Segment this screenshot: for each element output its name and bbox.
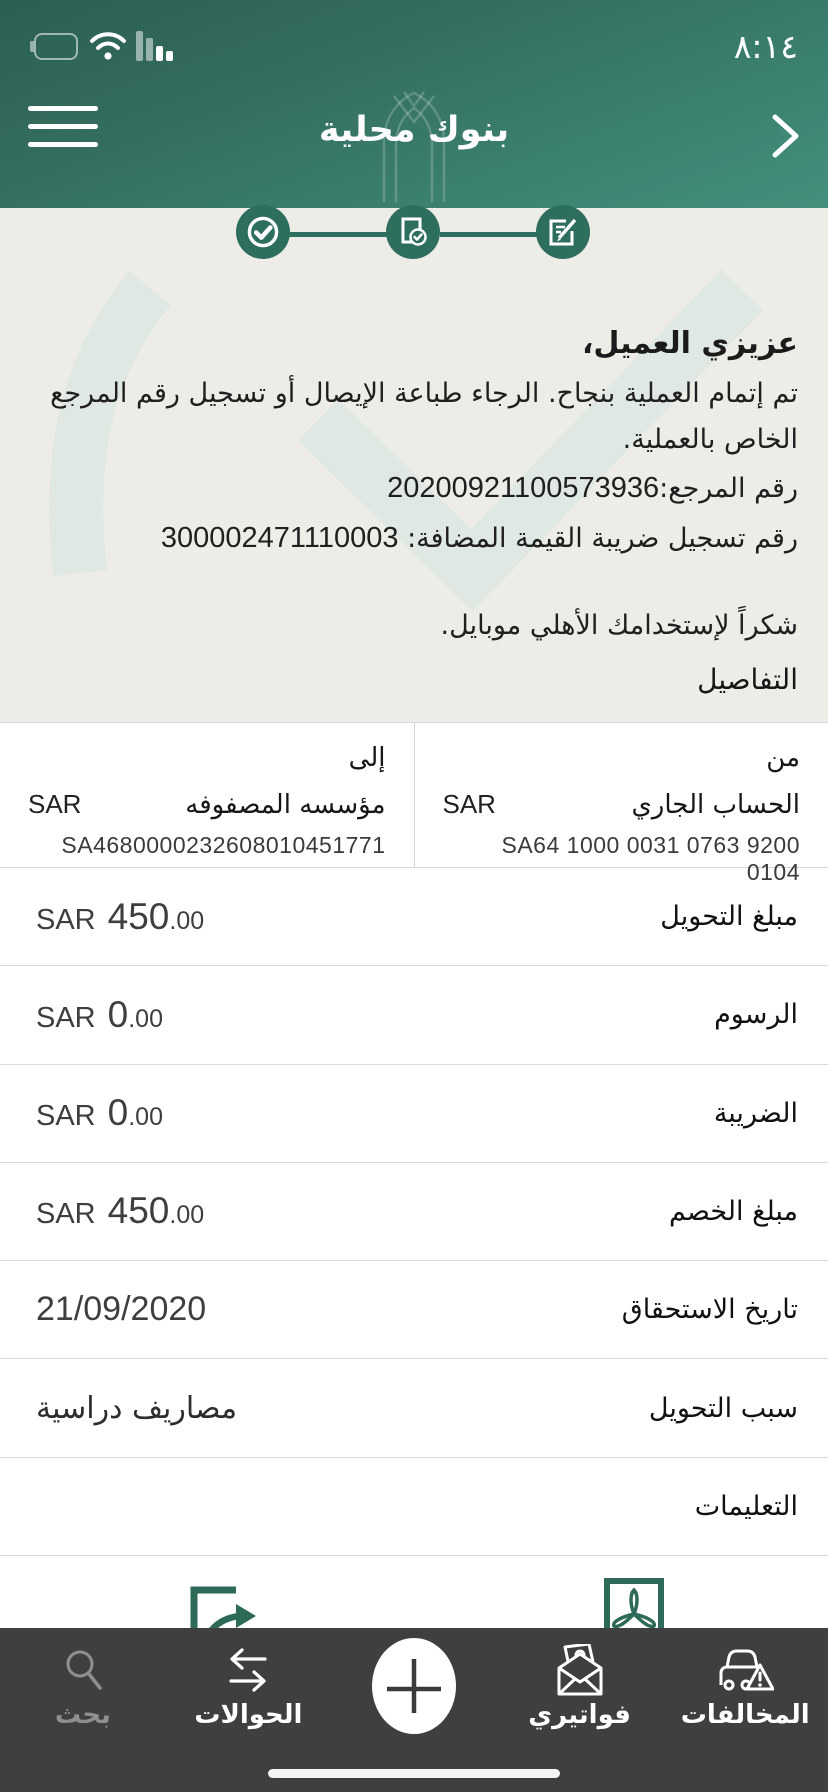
reference-number: 20200921100573936: [387, 471, 660, 504]
to-label: إلى: [348, 743, 386, 773]
transfer-amount-value: SAR 450 .00: [36, 895, 205, 937]
status-bar: [0, 24, 828, 68]
back-button[interactable]: [772, 114, 800, 158]
header: [0, 0, 828, 208]
status-time: ٨:١٤: [733, 26, 798, 66]
row-transfer-reason: سبب التحويل مصاريف دراسية: [0, 1358, 828, 1456]
car-violations-icon: [716, 1644, 774, 1696]
bills-envelope-icon: [555, 1644, 605, 1696]
progress-steps: [0, 205, 828, 265]
share-button[interactable]: [186, 1586, 262, 1628]
home-indicator[interactable]: [268, 1769, 560, 1778]
step-connector: [288, 232, 388, 237]
add-button[interactable]: [372, 1638, 456, 1734]
from-currency: SAR: [442, 789, 496, 819]
tab-label-violations: المخالفات: [680, 1700, 810, 1730]
details-title: التفاصيل: [697, 663, 798, 696]
nav-bar: [0, 96, 828, 176]
fees-value: SAR 0 .00: [36, 993, 163, 1035]
receipt-message-section: [0, 208, 828, 722]
tab-bar: [0, 1628, 828, 1792]
step-document-edit-icon: [536, 205, 590, 259]
tab-bills[interactable]: [497, 1628, 663, 1792]
tab-violations[interactable]: [662, 1628, 828, 1792]
to-account-name: مؤسسه المصفوفه: [185, 790, 386, 820]
reference-number-line: رقم المرجع:20200921100573936: [387, 471, 798, 504]
tab-label-search: بحث: [54, 1700, 111, 1730]
from-account-cell: [414, 723, 828, 885]
tab-label-transfers: الحوالات: [194, 1700, 303, 1730]
to-account-cell: [0, 723, 414, 867]
transfer-reason-value: مصاريف دراسية: [36, 1390, 238, 1426]
from-account-number: SA64 1000 0031 0763 9200 0104: [501, 832, 800, 885]
step-complete-check-icon: [236, 205, 290, 259]
greeting-text: عزيزي العميل،: [581, 326, 798, 361]
row-due-date: تاريخ الاستحقاق 21/09/2020: [0, 1260, 828, 1358]
from-label: من: [766, 743, 800, 773]
step-connector: [440, 232, 540, 237]
from-account-name: الحساب الجاري: [631, 790, 800, 820]
from-to-section: [0, 722, 828, 885]
pdf-button[interactable]: [604, 1578, 664, 1628]
success-message: تم إتمام العملية بنجاح. الرجاء طباعة الإيصال أو تسجيل رقم المرجع الخاص بالعملية.: [50, 378, 798, 456]
thanks-text: شكراً لإستخدامك الأهلي موبايل.: [440, 609, 798, 641]
plus-icon: [385, 1655, 443, 1717]
row-transfer-amount: مبلغ التحويل SAR 450 .00: [36, 895, 798, 937]
to-currency: SAR: [28, 789, 82, 819]
vat-number: 300002471110003: [160, 521, 399, 554]
tab-label-bills: فواتيري: [528, 1700, 631, 1730]
page-title: بنوك محلية: [318, 110, 510, 150]
transfer-arrows-icon: [225, 1644, 271, 1696]
wifi-icon: [89, 31, 127, 61]
row-tax: الضريبة SAR 0 .00: [0, 1064, 828, 1162]
tab-add[interactable]: [331, 1628, 497, 1792]
cellular-signal-icon: [136, 31, 173, 61]
status-icons: [30, 31, 173, 61]
step-document-confirm-icon: [386, 205, 440, 259]
row-instructions: التعليمات: [0, 1457, 828, 1555]
tax-value: SAR 0 .00: [36, 1092, 163, 1134]
row-fees: الرسوم SAR 0 .00: [0, 965, 828, 1063]
vat-number-line: رقم تسجيل ضريبة القيمة المضافة: 300002471110003: [160, 521, 798, 554]
due-date-value: 21/09/2020: [36, 1290, 207, 1329]
battery-icon: [30, 32, 80, 60]
row-deduction-amount: مبلغ الخصم SAR 450 .00: [0, 1162, 828, 1260]
tab-transfers[interactable]: [166, 1628, 332, 1792]
deduction-amount-value: SAR 450 .00: [36, 1190, 205, 1232]
search-icon: [61, 1644, 105, 1696]
receipt-actions: [0, 1556, 828, 1628]
to-account-number: SA4680000232608010451771: [61, 832, 386, 858]
detail-rows: [0, 868, 828, 1556]
tab-search[interactable]: [0, 1628, 166, 1792]
